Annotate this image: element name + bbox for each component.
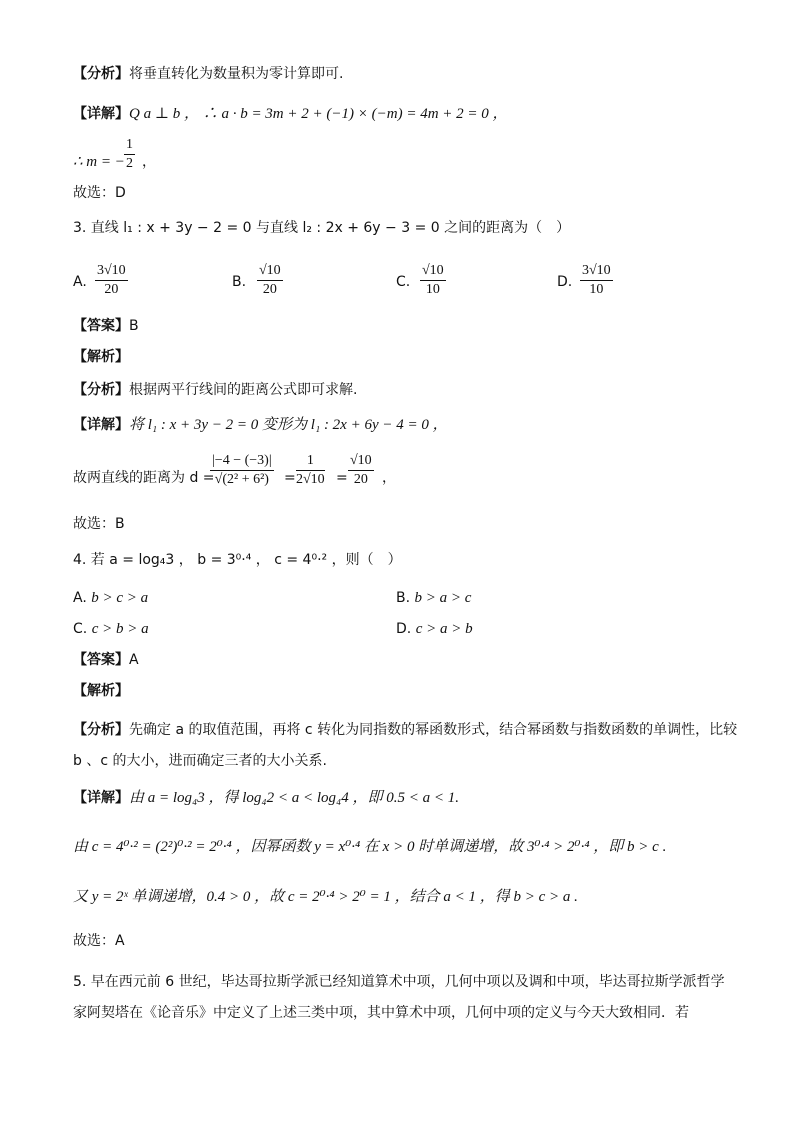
analysis-text: 先确定 a 的取值范围，再将 c 转化为同指数的幂函数形式，结合幂函数与指数函数的单调性，比较 — [129, 722, 738, 738]
analysis-text: 将垂直转化为数量积为零计算即可. — [129, 66, 344, 82]
q3-distance-text: 故两直线的距离为 d = — [73, 470, 215, 486]
option-c — [73, 619, 149, 639]
fraction-numerator: 3√10 — [95, 262, 128, 281]
detail-formula: Q a ⊥ b ， ∴ a · b = 3m + 2 + (−1) × (−m) = 4m + 2 = 0 ， — [129, 106, 508, 122]
distance-fraction-3 — [348, 452, 374, 489]
fraction-denominator: 20 — [262, 282, 277, 297]
fraction-numerator: √10 — [420, 262, 446, 281]
q4-answer-line — [73, 650, 139, 670]
option-text: c > a > b — [415, 621, 473, 637]
fraction-denominator: 2 — [126, 156, 133, 171]
fraction-numerator: 3√10 — [580, 262, 613, 281]
answer-tag: 【答案】 — [73, 652, 129, 668]
option-d — [396, 619, 473, 639]
detail-tag: 【详解】 — [73, 790, 129, 806]
option-a — [73, 588, 148, 608]
q4-stem: 4. 若 a = log₄3 ， b = 3⁰·⁴ ， c = 4⁰·² ，则（ ） — [73, 552, 402, 568]
q2-final-answer: 故选：D — [73, 185, 126, 201]
option-label: A. — [73, 590, 87, 606]
option-b-value — [257, 262, 283, 299]
detail-tag: 【详解】 — [73, 106, 129, 122]
q4-detail-line-2: 由 c = 4⁰·² = (2²)⁰·² = 2⁰·⁴ ，因幂函数 y = x⁰·⁴ 在 x > 0 时单调递增，故 3⁰·⁴ > 2⁰·⁴ ，即 b > c . — [73, 839, 667, 855]
fraction — [124, 136, 135, 173]
q4-detail-line-1 — [73, 788, 459, 808]
option-c-value — [420, 262, 446, 299]
fraction-numerator: |−4 − (−3)| — [210, 452, 274, 471]
detail-tag: 【详解】 — [73, 417, 129, 433]
option-b — [396, 588, 471, 608]
answer-tag: 【答案】 — [73, 318, 129, 334]
option-a-value — [95, 262, 128, 299]
punct: ， — [142, 154, 156, 170]
analysis-text: 根据两平行线间的距离公式即可求解. — [129, 382, 358, 398]
detail-formula: ∴ m = − — [73, 154, 125, 170]
q5-stem-line-1: 5. 早在西元前 6 世纪，毕达哥拉斯学派已经知道算术中项，几何中项以及调和中项，毕达哥拉斯学派哲学 — [73, 974, 725, 990]
fraction-numerator: √10 — [257, 262, 283, 281]
punct: ， — [382, 470, 396, 486]
option-d-value — [580, 262, 613, 299]
fraction-denominator: √(2² + 6²) — [214, 472, 269, 487]
fraction-denominator: 2√10 — [296, 472, 325, 487]
q3-final-answer: 故选：B — [73, 516, 125, 532]
option-d-label: D. — [557, 274, 573, 290]
analysis-tag: 【分析】 — [73, 722, 129, 738]
q4-final-answer: 故选：A — [73, 933, 125, 949]
equals-sign: = — [336, 470, 348, 486]
q2-detail-line-2 — [73, 152, 125, 172]
q2-detail-line — [73, 104, 508, 124]
q3-detail-line — [73, 415, 448, 435]
fraction-denominator: 20 — [104, 282, 119, 297]
option-text: c > b > a — [91, 621, 149, 637]
fraction-denominator: 10 — [589, 282, 604, 297]
answer-value: B — [129, 318, 139, 334]
detail-formula: 将 l₁ : x + 3y − 2 = 0 变形为 l₁ : 2x + 6y − 4 = 0 ， — [129, 417, 448, 433]
q4-detail-line-3: 又 y = 2ˣ 单调递增，0.4 > 0 ，故 c = 2⁰·⁴ > 2⁰ = 1 ，结合 a < 1 ，得 b > c > a . — [73, 889, 578, 905]
option-label: B. — [396, 590, 411, 606]
equals-sign: = — [284, 470, 296, 486]
distance-fraction-1 — [210, 452, 274, 489]
q4-solution-tag: 【解析】 — [73, 683, 129, 699]
fraction-denominator: 20 — [353, 472, 368, 487]
option-text: b > c > a — [91, 590, 149, 606]
fraction-numerator: 1 — [296, 452, 325, 471]
q2-analysis-line — [73, 64, 343, 84]
option-a-label: A. — [73, 274, 87, 290]
q3-analysis-line — [73, 380, 357, 400]
option-label: D. — [396, 621, 412, 637]
option-b-label: B. — [232, 274, 247, 290]
option-text: b > a > c — [414, 590, 472, 606]
detail-formula: 由 a = log₄3 ，得 log₄2 < a < log₄4 ，即 0.5 < a < 1. — [129, 790, 460, 806]
q3-answer-line — [73, 316, 139, 336]
q4-analysis-line-1 — [73, 720, 737, 740]
fraction-numerator: √10 — [348, 452, 374, 471]
answer-value: A — [129, 652, 139, 668]
fraction-numerator: 1 — [124, 136, 135, 155]
analysis-tag: 【分析】 — [73, 66, 129, 82]
q5-stem-line-2: 家阿契塔在《论音乐》中定义了上述三类中项，其中算术中项，几何中项的定义与今天大致相同．若 — [73, 1005, 689, 1021]
option-c-label: C. — [396, 274, 411, 290]
q3-solution-tag: 【解析】 — [73, 349, 129, 365]
q4-analysis-line-2: b 、c 的大小，进而确定三者的大小关系. — [73, 753, 327, 769]
option-label: C. — [73, 621, 88, 637]
fraction-denominator: 10 — [425, 282, 440, 297]
distance-fraction-2 — [296, 452, 325, 489]
q3-stem: 3. 直线 l₁ : x + 3y − 2 = 0 与直线 l₂ : 2x + 6y − 3 = 0 之间的距离为（ ） — [73, 220, 571, 236]
analysis-tag: 【分析】 — [73, 382, 129, 398]
